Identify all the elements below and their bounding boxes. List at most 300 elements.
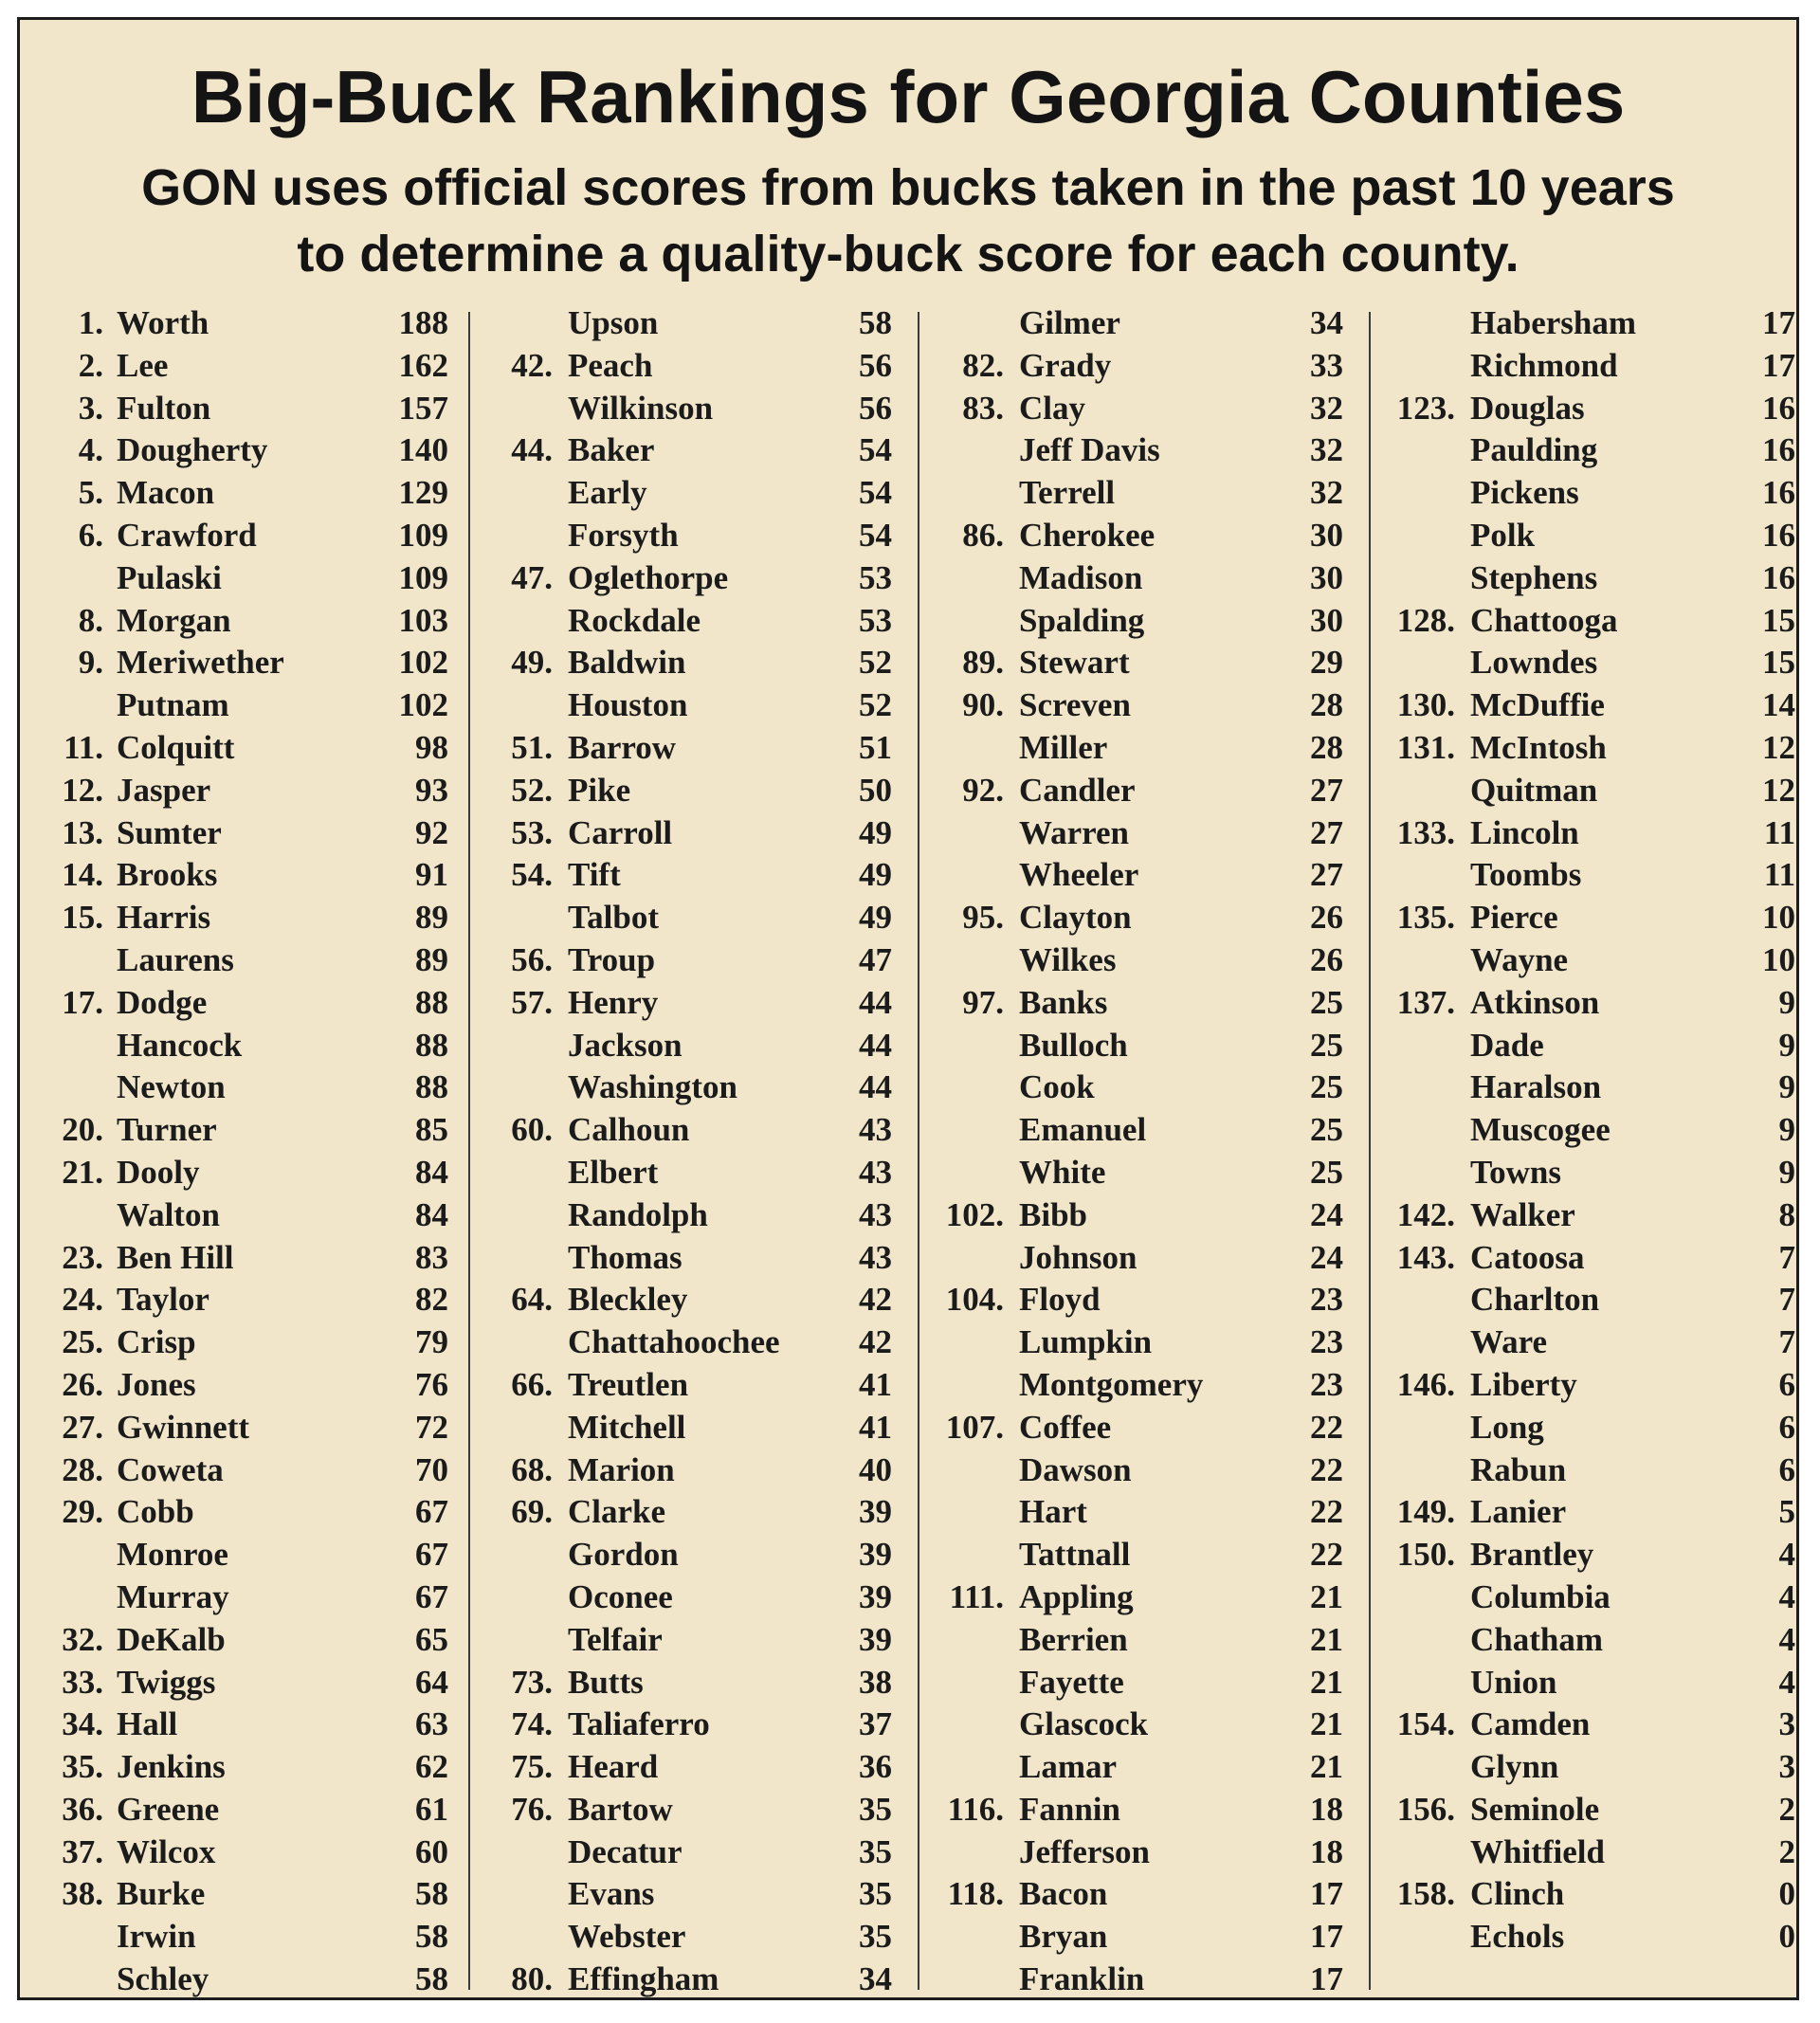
- county-name: Baker: [568, 431, 655, 469]
- quality-score: 27: [1310, 856, 1343, 894]
- county-name: Jefferson: [1019, 1832, 1151, 1870]
- county-name: Oglethorpe: [568, 558, 729, 596]
- quality-score: 39: [859, 1536, 892, 1574]
- county-name: Whitfield: [1470, 1832, 1605, 1870]
- county-name: Wilkes: [1019, 940, 1117, 978]
- rank-number: 42.: [511, 346, 553, 384]
- ranking-row: [33, 982, 448, 1025]
- quality-score: 4: [1778, 1663, 1795, 1701]
- quality-score: 14: [1762, 686, 1795, 724]
- quality-score: 162: [398, 346, 448, 384]
- quality-score: 2: [1778, 1832, 1795, 1870]
- page-title: Big-Buck Rankings for Georgia Counties: [191, 55, 1626, 138]
- ranking-row: [1387, 600, 1795, 643]
- county-name: Jenkins: [117, 1748, 226, 1786]
- quality-score: 52: [859, 686, 892, 724]
- rank-number: 52.: [511, 771, 553, 809]
- quality-score: 37: [859, 1705, 892, 1743]
- quality-score: 12: [1762, 771, 1795, 809]
- county-name: Brantley: [1470, 1536, 1594, 1574]
- rank-number: 97.: [962, 983, 1004, 1021]
- ranking-row: [1387, 1916, 1795, 1959]
- quality-score: 60: [415, 1832, 448, 1870]
- ranking-row: [33, 770, 448, 812]
- county-name: Talbot: [568, 899, 659, 937]
- county-name: Liberty: [1470, 1365, 1577, 1403]
- rank-number: 68.: [511, 1450, 553, 1488]
- ranking-row: [484, 1619, 892, 1662]
- quality-score: 58: [415, 1918, 448, 1956]
- county-name: Colquitt: [117, 728, 235, 766]
- quality-score: 93: [415, 771, 448, 809]
- ranking-row: [1387, 1832, 1795, 1874]
- ranking-row: [1387, 1321, 1795, 1364]
- quality-score: 22: [1310, 1408, 1343, 1446]
- rankings-card: [17, 17, 1799, 2000]
- quality-score: 49: [859, 856, 892, 894]
- rank-number: 75.: [511, 1748, 553, 1786]
- rank-number: 146.: [1396, 1365, 1455, 1403]
- quality-score: 33: [1310, 346, 1343, 384]
- rank-number: 29.: [62, 1493, 103, 1531]
- rank-number: 38.: [62, 1875, 103, 1913]
- ranking-row: [1387, 1534, 1795, 1576]
- rankings-column-4: [1387, 302, 1795, 1959]
- county-name: Tift: [568, 856, 621, 894]
- quality-score: 43: [859, 1111, 892, 1149]
- quality-score: 7: [1778, 1281, 1795, 1319]
- ranking-row: [936, 515, 1343, 557]
- ranking-row: [936, 557, 1343, 600]
- ranking-row: [33, 1449, 448, 1492]
- quality-score: 11: [1763, 856, 1795, 894]
- ranking-row: [1387, 1662, 1795, 1704]
- quality-score: 17: [1762, 304, 1795, 341]
- county-name: Gordon: [568, 1536, 679, 1574]
- county-name: Crawford: [117, 516, 257, 554]
- county-name: Thomas: [568, 1238, 682, 1276]
- quality-score: 25: [1310, 1111, 1343, 1149]
- county-name: White: [1019, 1153, 1106, 1191]
- quality-score: 82: [415, 1281, 448, 1319]
- county-name: Glascock: [1019, 1705, 1149, 1743]
- rank-number: 53.: [511, 813, 553, 851]
- quality-score: 102: [398, 686, 448, 724]
- rank-number: 12.: [62, 771, 103, 809]
- county-name: Pierce: [1470, 899, 1558, 937]
- ranking-row: [1387, 982, 1795, 1025]
- ranking-row: [484, 1662, 892, 1704]
- quality-score: 17: [1310, 1918, 1343, 1956]
- county-name: Burke: [117, 1875, 206, 1913]
- county-name: Monroe: [117, 1536, 228, 1574]
- county-name: Ben Hill: [117, 1238, 234, 1276]
- county-name: Pickens: [1470, 474, 1579, 512]
- ranking-row: [1387, 557, 1795, 600]
- rank-number: 64.: [511, 1281, 553, 1319]
- county-name: Dawson: [1019, 1450, 1132, 1488]
- ranking-row: [936, 897, 1343, 939]
- county-name: Effingham: [568, 1960, 719, 1998]
- ranking-row: [484, 1194, 892, 1237]
- ranking-row: [1387, 1407, 1795, 1449]
- ranking-row: [936, 345, 1343, 388]
- county-name: Wheeler: [1019, 856, 1139, 894]
- ranking-row: [33, 727, 448, 770]
- ranking-row: [936, 1576, 1343, 1619]
- ranking-row: [484, 1916, 892, 1959]
- quality-score: 44: [859, 983, 892, 1021]
- ranking-row: [936, 1407, 1343, 1449]
- ranking-row: [484, 1066, 892, 1109]
- quality-score: 109: [398, 516, 448, 554]
- county-name: Dodge: [117, 983, 208, 1021]
- rank-number: 69.: [511, 1493, 553, 1531]
- ranking-row: [484, 600, 892, 643]
- quality-score: 102: [398, 644, 448, 682]
- quality-score: 58: [415, 1960, 448, 1998]
- county-name: Wayne: [1470, 940, 1569, 978]
- ranking-row: [1387, 515, 1795, 557]
- rank-number: 28.: [62, 1450, 103, 1488]
- quality-score: 32: [1310, 474, 1343, 512]
- ranking-row: [936, 939, 1343, 982]
- rankings-column-3: [936, 302, 1343, 2001]
- county-name: Bartow: [568, 1790, 673, 1828]
- quality-score: 3: [1778, 1705, 1795, 1743]
- quality-score: 79: [415, 1323, 448, 1361]
- ranking-row: [936, 388, 1343, 430]
- quality-score: 0: [1778, 1875, 1795, 1913]
- subtitle-line-2: to determine a quality-buck score for each county.: [297, 226, 1520, 282]
- ranking-row: [484, 1576, 892, 1619]
- ranking-row: [484, 854, 892, 897]
- ranking-row: [484, 684, 892, 727]
- county-name: Clinch: [1470, 1875, 1565, 1913]
- column-divider: [1369, 312, 1371, 1990]
- quality-score: 12: [1762, 728, 1795, 766]
- rank-number: 89.: [962, 644, 1004, 682]
- county-name: Columbia: [1470, 1577, 1611, 1615]
- quality-score: 35: [859, 1790, 892, 1828]
- rank-number: 9.: [78, 644, 103, 682]
- quality-score: 88: [415, 1068, 448, 1106]
- ranking-row: [484, 1491, 892, 1534]
- county-name: McDuffie: [1470, 686, 1605, 724]
- quality-score: 26: [1310, 899, 1343, 937]
- rank-number: 24.: [62, 1281, 103, 1319]
- ranking-row: [33, 515, 448, 557]
- quality-score: 28: [1310, 686, 1343, 724]
- county-name: Polk: [1470, 516, 1536, 554]
- quality-score: 35: [859, 1918, 892, 1956]
- ranking-row: [33, 1746, 448, 1789]
- ranking-row: [1387, 1746, 1795, 1789]
- quality-score: 25: [1310, 1068, 1343, 1106]
- county-name: Twiggs: [117, 1663, 216, 1701]
- quality-score: 30: [1310, 516, 1343, 554]
- quality-score: 30: [1310, 601, 1343, 639]
- rank-number: 102.: [945, 1195, 1004, 1233]
- quality-score: 98: [415, 728, 448, 766]
- quality-score: 85: [415, 1111, 448, 1149]
- ranking-row: [1387, 345, 1795, 388]
- county-name: Screven: [1019, 686, 1131, 724]
- quality-score: 83: [415, 1238, 448, 1276]
- rankings-column-2: [484, 302, 892, 2001]
- county-name: Miller: [1019, 728, 1108, 766]
- ranking-row: [33, 1832, 448, 1874]
- county-name: Madison: [1019, 558, 1143, 596]
- quality-score: 140: [398, 431, 448, 469]
- county-name: Calhoun: [568, 1111, 690, 1149]
- county-name: Baldwin: [568, 644, 686, 682]
- ranking-row: [484, 1746, 892, 1789]
- rank-number: 23.: [62, 1238, 103, 1276]
- county-name: Sumter: [117, 813, 222, 851]
- rank-number: 5.: [78, 474, 103, 512]
- quality-score: 129: [398, 474, 448, 512]
- rank-number: 13.: [62, 813, 103, 851]
- county-name: Elbert: [568, 1153, 659, 1191]
- ranking-row: [484, 1364, 892, 1407]
- county-name: Appling: [1019, 1577, 1134, 1615]
- rank-number: 83.: [962, 389, 1004, 427]
- quality-score: 41: [859, 1365, 892, 1403]
- quality-score: 36: [859, 1748, 892, 1786]
- ranking-row: [33, 302, 448, 345]
- quality-score: 25: [1310, 1026, 1343, 1064]
- ranking-row: [1387, 1449, 1795, 1492]
- ranking-row: [33, 1662, 448, 1704]
- county-name: Forsyth: [568, 516, 679, 554]
- county-name: Spalding: [1019, 601, 1145, 639]
- quality-score: 4: [1778, 1536, 1795, 1574]
- quality-score: 49: [859, 813, 892, 851]
- quality-score: 41: [859, 1408, 892, 1446]
- quality-score: 67: [415, 1536, 448, 1574]
- quality-score: 21: [1310, 1748, 1343, 1786]
- quality-score: 39: [859, 1493, 892, 1531]
- rank-number: 54.: [511, 856, 553, 894]
- quality-score: 5: [1778, 1493, 1795, 1531]
- quality-score: 17: [1762, 346, 1795, 384]
- quality-score: 27: [1310, 813, 1343, 851]
- ranking-row: [33, 345, 448, 388]
- rank-number: 17.: [62, 983, 103, 1021]
- quality-score: 56: [859, 346, 892, 384]
- quality-score: 10: [1762, 899, 1795, 937]
- ranking-row: [484, 1959, 892, 2001]
- quality-score: 21: [1310, 1663, 1343, 1701]
- county-name: Meriwether: [117, 644, 284, 682]
- quality-score: 88: [415, 983, 448, 1021]
- county-name: Treutlen: [568, 1365, 689, 1403]
- rank-number: 60.: [511, 1111, 553, 1149]
- county-name: Emanuel: [1019, 1111, 1147, 1149]
- quality-score: 58: [415, 1875, 448, 1913]
- county-name: Paulding: [1470, 431, 1598, 469]
- county-name: Warren: [1019, 813, 1130, 851]
- rank-number: 4.: [78, 431, 103, 469]
- ranking-row: [33, 1025, 448, 1067]
- ranking-row: [936, 1491, 1343, 1534]
- quality-score: 72: [415, 1408, 448, 1446]
- quality-score: 34: [859, 1960, 892, 1998]
- ranking-row: [1387, 1279, 1795, 1321]
- ranking-row: [936, 1789, 1343, 1832]
- county-name: Camden: [1470, 1705, 1591, 1743]
- quality-score: 88: [415, 1026, 448, 1064]
- ranking-row: [484, 1407, 892, 1449]
- county-name: Wilcox: [117, 1832, 216, 1870]
- quality-score: 67: [415, 1493, 448, 1531]
- county-name: Oconee: [568, 1577, 673, 1615]
- county-name: Chatham: [1470, 1620, 1604, 1658]
- ranking-row: [484, 472, 892, 515]
- ranking-row: [936, 1704, 1343, 1746]
- county-name: Tattnall: [1019, 1536, 1131, 1574]
- quality-score: 9: [1778, 1026, 1795, 1064]
- county-name: Cherokee: [1019, 516, 1156, 554]
- ranking-row: [484, 1321, 892, 1364]
- ranking-row: [936, 1619, 1343, 1662]
- quality-score: 17: [1310, 1960, 1343, 1998]
- county-name: Grady: [1019, 346, 1112, 384]
- county-name: Lincoln: [1470, 813, 1579, 851]
- ranking-row: [1387, 1576, 1795, 1619]
- subtitle-line-1: GON uses official scores from bucks taken in the past 10 years: [141, 159, 1675, 216]
- quality-score: 16: [1762, 389, 1795, 427]
- ranking-row: [484, 812, 892, 855]
- quality-score: 89: [415, 940, 448, 978]
- quality-score: 27: [1310, 771, 1343, 809]
- rank-number: 128.: [1396, 601, 1455, 639]
- ranking-row: [33, 388, 448, 430]
- quality-score: 52: [859, 644, 892, 682]
- county-name: Charlton: [1470, 1281, 1600, 1319]
- county-name: Jasper: [117, 771, 211, 809]
- rank-number: 6.: [78, 516, 103, 554]
- quality-score: 21: [1310, 1705, 1343, 1743]
- county-name: Richmond: [1470, 346, 1618, 384]
- rank-number: 104.: [945, 1281, 1004, 1319]
- county-name: Seminole: [1470, 1790, 1600, 1828]
- quality-score: 44: [859, 1026, 892, 1064]
- ranking-row: [33, 1534, 448, 1576]
- ranking-row: [936, 1025, 1343, 1067]
- county-name: Terrell: [1019, 474, 1116, 512]
- ranking-row: [33, 1873, 448, 1916]
- rank-number: 2.: [78, 346, 103, 384]
- ranking-row: [1387, 1491, 1795, 1534]
- county-name: Bryan: [1019, 1918, 1108, 1956]
- rank-number: 20.: [62, 1111, 103, 1149]
- rank-number: 3.: [78, 389, 103, 427]
- county-name: Fayette: [1019, 1663, 1124, 1701]
- rank-number: 26.: [62, 1365, 103, 1403]
- county-name: Clay: [1019, 389, 1085, 427]
- county-name: Lanier: [1470, 1493, 1567, 1531]
- ranking-row: [1387, 727, 1795, 770]
- ranking-row: [484, 770, 892, 812]
- ranking-row: [1387, 812, 1795, 855]
- ranking-row: [33, 812, 448, 855]
- county-name: Hancock: [117, 1026, 243, 1064]
- ranking-row: [936, 302, 1343, 345]
- rank-number: 49.: [511, 644, 553, 682]
- county-name: Decatur: [568, 1832, 682, 1870]
- ranking-row: [936, 770, 1343, 812]
- county-name: Gwinnett: [117, 1408, 249, 1446]
- ranking-row: [484, 1789, 892, 1832]
- rank-number: 15.: [62, 899, 103, 937]
- rank-number: 154.: [1396, 1705, 1455, 1743]
- rank-number: 27.: [62, 1408, 103, 1446]
- county-name: Putnam: [117, 686, 229, 724]
- quality-score: 62: [415, 1748, 448, 1786]
- quality-score: 6: [1778, 1408, 1795, 1446]
- quality-score: 35: [859, 1875, 892, 1913]
- rank-number: 86.: [962, 516, 1004, 554]
- county-name: Heard: [568, 1748, 659, 1786]
- county-name: Butts: [568, 1663, 644, 1701]
- county-name: Crisp: [117, 1323, 196, 1361]
- quality-score: 18: [1310, 1790, 1343, 1828]
- quality-score: 47: [859, 940, 892, 978]
- ranking-row: [936, 1832, 1343, 1874]
- ranking-row: [936, 600, 1343, 643]
- quality-score: 61: [415, 1790, 448, 1828]
- quality-score: 15: [1762, 601, 1795, 639]
- ranking-row: [1387, 897, 1795, 939]
- ranking-row: [1387, 854, 1795, 897]
- rankings-column-1: [33, 302, 448, 2001]
- quality-score: 11: [1763, 813, 1795, 851]
- county-name: Bibb: [1019, 1195, 1087, 1233]
- ranking-row: [1387, 1704, 1795, 1746]
- quality-score: 38: [859, 1663, 892, 1701]
- county-name: Lamar: [1019, 1748, 1118, 1786]
- rank-number: 137.: [1396, 983, 1455, 1021]
- ranking-row: [1387, 1364, 1795, 1407]
- ranking-row: [484, 1873, 892, 1916]
- county-name: Henry: [568, 983, 659, 1021]
- quality-score: 44: [859, 1068, 892, 1106]
- rank-number: 73.: [511, 1663, 553, 1701]
- ranking-row: [33, 429, 448, 472]
- county-name: Dooly: [117, 1153, 200, 1191]
- quality-score: 21: [1310, 1620, 1343, 1658]
- column-divider: [918, 312, 919, 1990]
- ranking-row: [1387, 1237, 1795, 1280]
- ranking-row: [1387, 1789, 1795, 1832]
- quality-score: 67: [415, 1577, 448, 1615]
- ranking-row: [33, 1407, 448, 1449]
- quality-score: 43: [859, 1195, 892, 1233]
- ranking-row: [936, 429, 1343, 472]
- quality-score: 9: [1778, 1111, 1795, 1149]
- rank-number: 82.: [962, 346, 1004, 384]
- county-name: Chattahoochee: [568, 1323, 780, 1361]
- ranking-row: [484, 982, 892, 1025]
- rank-number: 44.: [511, 431, 553, 469]
- quality-score: 54: [859, 516, 892, 554]
- county-name: Harris: [117, 899, 211, 937]
- ranking-row: [33, 1789, 448, 1832]
- ranking-row: [936, 1279, 1343, 1321]
- quality-score: 23: [1310, 1365, 1343, 1403]
